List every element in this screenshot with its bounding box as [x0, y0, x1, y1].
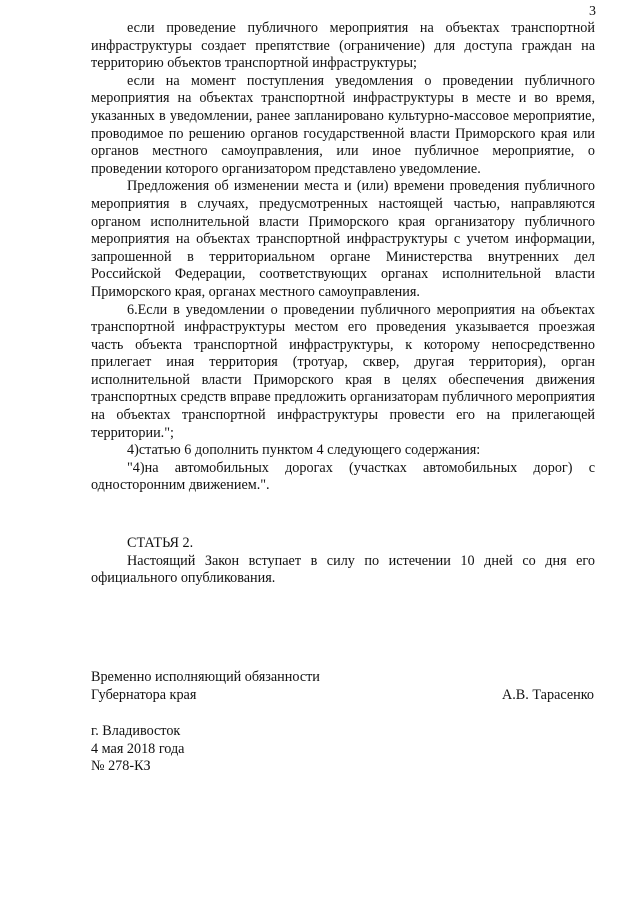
paragraph-item-6: 6.Если в уведомлении о проведении публичного мероприятия на объектах транспортной инфраструктуры местом его проведения указывается проезжая часть объекта транспортной инфраструктуры, к которому непосредственно прилегает иная территория (тротуар, сквер, другая территория), орган исполнительной власти Приморского края в целях обеспечения движения транспортных средств вправе предложить организаторам публичного мероприятия на объектах транспортной инфраструктуры провести его на прилегающей территории."; [91, 301, 595, 441]
signatory-title-line1: Временно исполняющий обязанности [91, 669, 320, 685]
paragraph-amend-article-6: 4)статью 6 дополнить пунктом 4 следующего содержания: [127, 442, 481, 459]
signatory-title [91, 669, 320, 704]
paragraph-new-item-4: "4)на автомобильных дорогах (участках автомобильных дорог) с односторонним движением.". [91, 459, 595, 494]
article-2-text: Настоящий Закон вступает в силу по истечении 10 дней со дня его официального опубликования. [91, 552, 595, 587]
page-number: 3 [589, 4, 596, 19]
law-number: № 278-КЗ [91, 758, 151, 775]
paragraph-planned-event: если на момент поступления уведомления о проведении публичного мероприятия на объектах транспортной инфраструктуры в месте и во время, указанных в уведомлении, ранее запланировано культурно-массовое мероприятие, проводимое по решению органов государственной власти Приморского края или органов местного самоуправления, или иное публичное мероприятие, о проведении которого организатором представлено уведомление. [91, 72, 595, 177]
article-heading: СТАТЬЯ 2. [127, 535, 194, 552]
issue-date: 4 мая 2018 года [91, 740, 185, 757]
law-body-text [91, 20, 595, 588]
issue-details [91, 723, 184, 776]
signatory-title-line2: Губернатора края [91, 686, 197, 703]
paragraph-proposals: Предложения об изменении места и (или) времени проведения публичного мероприятия в случаях, предусмотренных настоящей частью, направляются органом исполнительной власти Приморского края организатору публичного мероприятия на объектах транспортной инфраструктуры с учетом информации, запрошенной в территориальном органе Министерства внутренних дел Российской Федерации, соответствующих органах исполнительной власти Приморского края, органах местного самоуправления. [91, 178, 595, 300]
paragraph-obstruction: если проведение публичного мероприятия на объектах транспортной инфраструктуры создает препятствие (ограничение) для доступа граждан на территорию объектов транспортной инфраструктуры; [91, 20, 595, 72]
issue-city: г. Владивосток [91, 723, 181, 739]
spacer [91, 495, 595, 535]
signatory-name: А.В. Тарасенко [502, 687, 594, 703]
